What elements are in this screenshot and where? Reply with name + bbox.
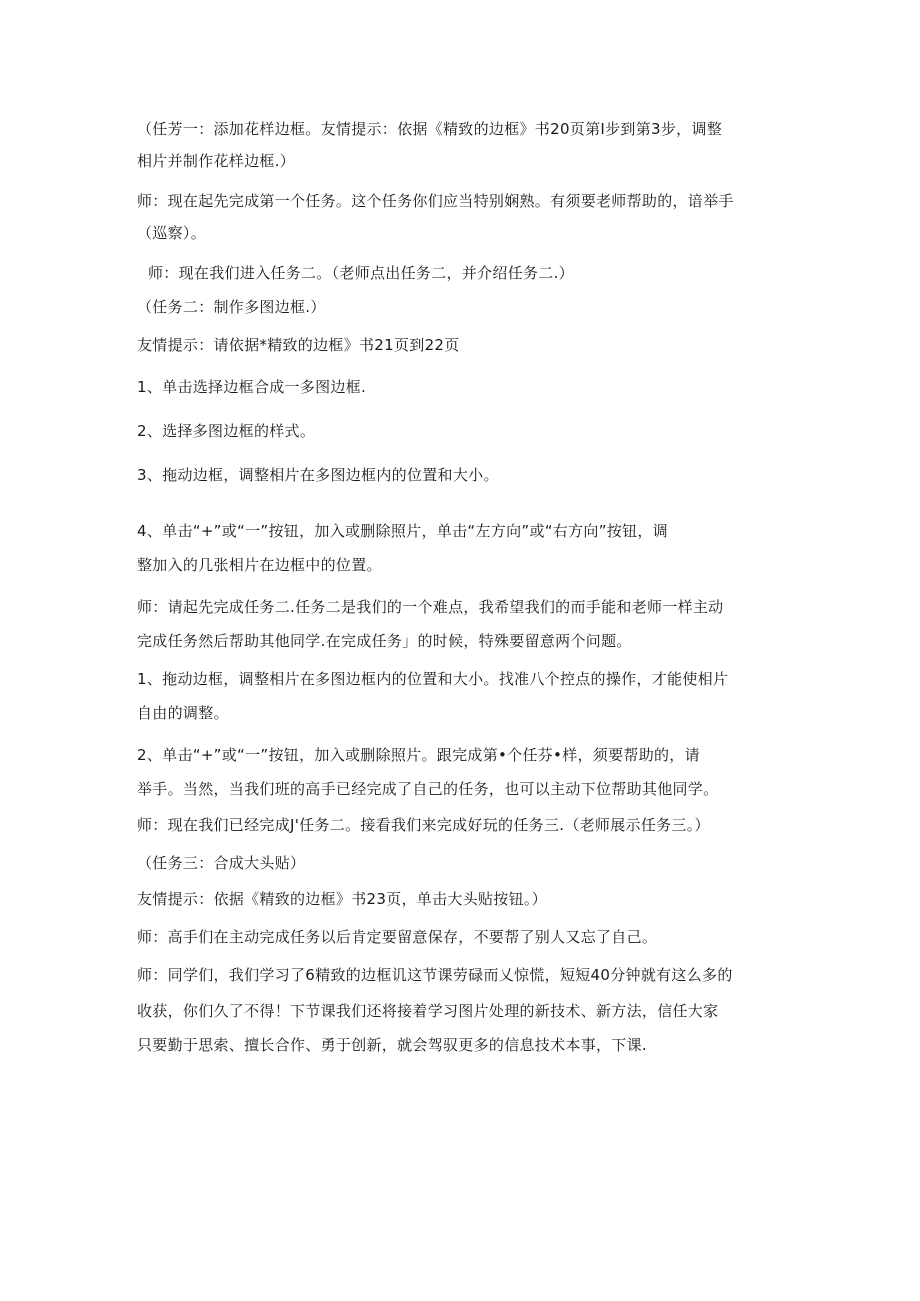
text-line-summary-cont: 收获，你们久了不得！下节课我们还将接着学习图片处理的新技术、新方法，信任大家 — [137, 1002, 719, 1020]
text-line-summary-end: 只要勤于思索、擅长合作、勇于创新，就会驾驭更多的信息技术本事，下课. — [137, 1036, 647, 1054]
text-line-task2-hint: 友情提示：请依据*精致的边框》书21页到22页 — [137, 336, 460, 354]
text-line-step2: 2、选择多图边框的样式。 — [137, 422, 316, 440]
text-line-issue1: 1、拖动边框，调整相片在多图边框内的位置和大小。找准八个控点的操作，才能使相片 — [137, 670, 729, 688]
text-line-issue1-cont: 自由的调整。 — [137, 704, 229, 722]
text-line-step1: 1、单击选择边框合成一多图边框. — [137, 378, 367, 396]
text-line-teacher-task2: 师：请起先完成任务二.任务二是我们的一个难点，我希望我们的而手能和老师一样主动 — [137, 598, 724, 616]
text-line-task1: （任芳一：添加花样边框。友情提示：依据《精致的边框》书20页第I步到第3步，调整 — [137, 120, 723, 138]
text-line-task3-title: （任务三：合成大头贴） — [137, 854, 306, 872]
text-line-enter-task2: 师：现在我们进入任务二。（老师点出任务二，并介绍任务二.） — [148, 264, 574, 282]
text-line-step4: 4、单击“+”或“一”按钮，加入或删除照片，单击“左方向”或“右方向”按钮，调 — [137, 522, 668, 540]
text-line-summary: 师：同学们，我们学习了6精致的边框讥这节课劳碌而乂惊慌，短短40分钟就有这么多的 — [137, 966, 733, 984]
text-line-patrol: （巡察）。 — [137, 224, 207, 242]
text-line-task2-title: （任务二：制作多图边框.） — [137, 298, 326, 316]
text-line-issue2: 2、单击“+”或“一”按钮，加入或删除照片。跟完成第•个任芬•样，须要帮助的，请 — [137, 746, 700, 764]
text-line-teacher-task2-cont: 完成任务然后帮助其他同学.在完成任务」的时候，特殊要留意两个问题。 — [137, 632, 632, 650]
text-line-teacher-start: 师：现在起先完成第一个任务。这个任务你们应当特别娴熟。有须要老师帮助的，谙举手 — [137, 192, 734, 210]
text-line-task1-cont: 相片并制作花样边框.） — [137, 152, 296, 170]
text-line-save-reminder: 师：高手们在主动完成任务以后肯定要留意保存，不要帮了别人又忘了自己。 — [137, 928, 658, 946]
text-line-task3-hint: 友情提示：依据《精致的边框》书23页，单击大头贴按钮。） — [137, 890, 547, 908]
text-line-issue2-cont: 举手。当然，当我们班的高手已经完成了自己的任务，也可以主动下位帮助其他同学。 — [137, 780, 719, 798]
text-line-step3: 3、拖动边框，调整相片在多图边框内的位置和大小。 — [137, 466, 499, 484]
text-line-step4-cont: 整加入的几张相片在边框中的位置。 — [137, 556, 382, 574]
text-line-teacher-task3: 师：现在我们已经完成J'任务二。接看我们来完成好玩的任务三.（老师展示任务三。） — [137, 816, 710, 834]
